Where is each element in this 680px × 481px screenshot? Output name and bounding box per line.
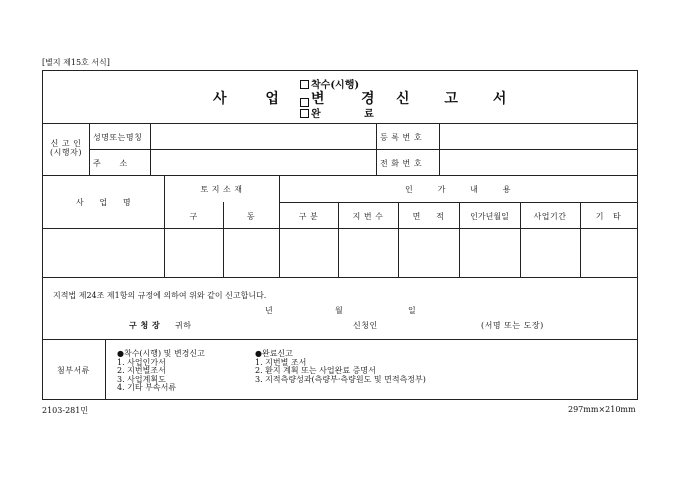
report-form: 착수(시행) 사 업 변 경 신 고 서 완 료 신 고 인 (시행자) 성명또는명칭 주 소 등 록 번 호 전 화 번 호 사 업 명 토 지 소 재 인 가 내 용 구 동 구 분 지 번 수 면 적 인가년월일 사업기간 기 타 지적법 제24조 제1항의 규정에 의하여 위와 같이 신고합니다. 년 월 일 구 청 장 귀하 신청인 (서명 또는 도장) 첨부서류 ●착수(시행) 및 변경신고 1. 사업인가서 2. 지번별조서 3. 사업계획도 4. 기타 부속서류 ●완료신고 1. 지번별 조서 2. 환지 계획 또는 사업완료 증명서 3. 지적측량성과(측량부·측량원도 및 면적측정부): [42, 70, 638, 400]
col-project-period: 사업기간: [533, 212, 567, 221]
attachments-label: 첨부서류: [57, 366, 90, 375]
applicant-signature-label: 신청인: [353, 321, 378, 330]
land-location-header: 토 지 소 재: [200, 185, 243, 194]
recipient: 구 청 장: [129, 320, 161, 330]
project-name-label: 사 업 명: [75, 198, 132, 207]
reg-no-label: 등 록 번 호: [380, 133, 423, 142]
col-lot-count: 지 번 수: [352, 212, 384, 221]
phone-label: 전 화 번 호: [380, 159, 423, 168]
address-field[interactable]: [151, 150, 375, 174]
paper-size: 297mm×210mm: [568, 405, 636, 414]
col-permit-date: 인가년월일: [470, 212, 509, 221]
checkbox-complete[interactable]: [300, 109, 309, 118]
title-suffix: 신 고 서: [396, 91, 509, 107]
permit-content-header: 인 가 내 용: [405, 185, 511, 194]
col-gu: 구: [189, 212, 198, 221]
col-etc: 기 타: [595, 212, 622, 221]
attachments-complete-list: ●완료신고 1. 지번별 조서 2. 환지 계획 또는 사업완료 증명서 3. 지적측량성과(측량부·측량원도 및 면적측정부): [255, 349, 426, 384]
signature-note: (서명 또는 도장): [481, 321, 544, 330]
title-option-start[interactable]: 착수(시행): [300, 76, 359, 91]
phone-field[interactable]: [440, 150, 636, 174]
attachments-start-list: ●착수(시행) 및 변경신고 1. 사업인가서 2. 지번별조서 3. 사업계획도 4. 기타 부속서류: [117, 349, 205, 392]
col-category: 구 분: [298, 212, 319, 221]
name-label: 성명또는명칭: [93, 133, 143, 142]
declaration-statement: 지적법 제24조 제1항의 규정에 의하여 위와 같이 신고합니다.: [53, 291, 267, 300]
checkbox-start[interactable]: [300, 80, 309, 89]
date-day: 일: [408, 306, 417, 315]
applicant-group-label: 신 고 인 (시행자): [50, 139, 82, 157]
form-code: 2103-281민: [42, 406, 89, 415]
col-area: 면 적: [412, 212, 445, 221]
date-year: 년: [265, 306, 274, 315]
form-number: [별지 제15호 서식]: [42, 58, 110, 67]
name-field[interactable]: [151, 124, 375, 148]
recipient-suffix: 귀하: [175, 321, 192, 330]
title-prefix: 사 업: [213, 91, 281, 107]
reg-no-field[interactable]: [440, 124, 636, 148]
address-label: 주 소: [93, 159, 128, 168]
date-month: 월: [335, 306, 344, 315]
title-change-word: 변: [311, 91, 327, 107]
col-dong: 동: [246, 212, 256, 221]
title-option-complete[interactable]: 완 료: [300, 105, 374, 120]
